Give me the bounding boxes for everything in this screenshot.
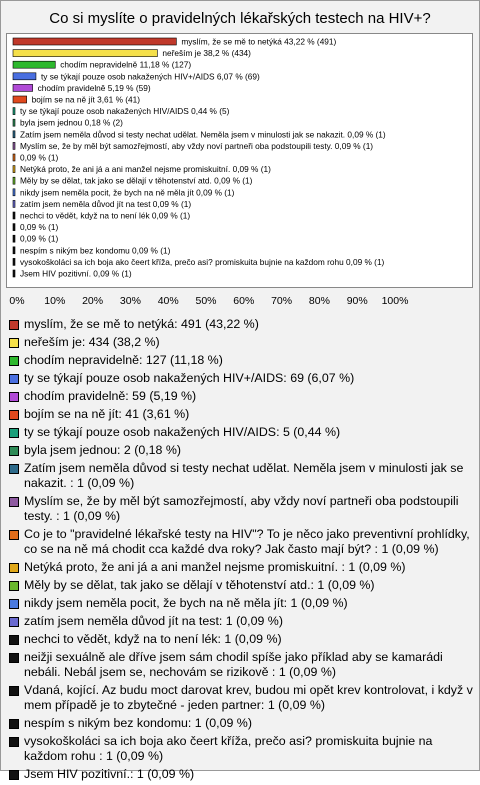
x-tick-label: 90% xyxy=(346,295,368,307)
legend-swatch xyxy=(9,320,19,330)
bar-label-6: ty se týkají pouze osob nakažených HIV/AIDS 0,44 % (5) xyxy=(20,106,230,117)
bar-label-8: Zatím jsem neměla důvod si testy nechat udělat. Neměla jsem v minulosti jak se nakazit. 0,09 % (1) xyxy=(20,129,386,140)
legend-label: Měly by se dělat, tak jako se dělají v těhotenství atd.: 1 (0,09 %) xyxy=(24,578,375,592)
legend-label: nikdy jsem neměla pocit, že bych na ně měla jít: 1 (0,09 %) xyxy=(24,596,348,610)
bar-label-18: nespím s nikým bez kondomu 0,09 % (1) xyxy=(20,245,171,256)
bar-14 xyxy=(13,200,15,207)
legend-item xyxy=(9,335,474,350)
legend-swatch xyxy=(9,563,19,573)
legend-swatch xyxy=(9,410,19,420)
x-tick-label: 10% xyxy=(44,295,66,307)
bar-label-16: 0,09 % (1) xyxy=(20,222,59,233)
chart-title: Co si myslíte o pravidelných lékařských testech na HIV+? xyxy=(49,10,431,27)
bar-label-20: Jsem HIV pozitivní. 0,09 % (1) xyxy=(20,268,132,279)
legend-label: neřeším je: 434 (38,2 %) xyxy=(24,335,160,349)
bar-4 xyxy=(13,84,33,91)
bar-label-17: 0,09 % (1) xyxy=(20,233,59,244)
bar-label-7: byla jsem jednou 0,18 % (2) xyxy=(20,117,123,128)
legend-item xyxy=(9,578,474,593)
x-tick-label: 70% xyxy=(271,295,293,307)
bar-label-15: nechci to vědět, když na to není lék 0,09 % (1) xyxy=(20,210,191,221)
legend-swatch xyxy=(9,719,19,729)
legend-item xyxy=(9,494,474,524)
bar-6 xyxy=(13,108,15,115)
legend-swatch xyxy=(9,497,19,507)
legend-swatch xyxy=(9,617,19,627)
legend-swatch xyxy=(9,356,19,366)
legend-item xyxy=(9,716,474,731)
bar-label-5: bojím se na ně jít 3,61 % (41) xyxy=(31,94,141,105)
bar-19 xyxy=(13,258,15,265)
legend-item xyxy=(9,527,474,557)
bar-2 xyxy=(13,61,55,68)
bar-18 xyxy=(13,247,15,254)
legend-item xyxy=(9,596,474,611)
bar-11 xyxy=(13,166,15,173)
legend-label: chodím nepravidelně: 127 (11,18 %) xyxy=(24,353,223,367)
bar-9 xyxy=(13,142,15,149)
legend-item xyxy=(9,560,474,575)
legend-swatch xyxy=(9,737,19,747)
bar-20 xyxy=(13,270,15,277)
legend-swatch xyxy=(9,599,19,609)
legend-swatch xyxy=(9,635,19,645)
bar-5 xyxy=(13,96,27,103)
legend-item xyxy=(9,650,474,680)
x-tick-label: 0% xyxy=(9,295,25,307)
legend-item xyxy=(9,683,474,713)
x-tick-label: 80% xyxy=(308,295,330,307)
bar-7 xyxy=(13,119,15,126)
legend-item xyxy=(9,767,474,782)
legend-item xyxy=(9,443,474,458)
bar-16 xyxy=(13,224,15,231)
bar-0 xyxy=(13,38,176,45)
legend-label: neižji sexuálně ale dříve jsem sám chodil spíše jako příklad aby se kamarádi nebáli. Nebál jsem se, nechovám se rizikově : 1 (0,09 %) xyxy=(24,650,443,679)
legend-label: ty se týkají pouze osob nakažených HIV+/AIDS: 69 (6,07 %) xyxy=(24,371,355,385)
bar-label-4: chodím pravidelně 5,19 % (59) xyxy=(37,82,151,93)
bar-label-12: Měly by se dělat, tak jako se dělají v těhotenství atd. 0,09 % (1) xyxy=(20,175,253,186)
legend-item xyxy=(9,734,474,764)
chart-legend xyxy=(9,317,474,785)
legend-swatch xyxy=(9,581,19,591)
bar-label-13: nikdy jsem neměla pocit, že bych na ně měla jít 0,09 % (1) xyxy=(20,187,235,198)
legend-label: Co je to "pravidelné lékařské testy na HIV"? To je něco jako preventivní prohlídky, co se na ně má chodit cca každé dva roky? Jak často mají být? : 1 (0,09 %) xyxy=(24,527,470,556)
bar-label-19: vysokoškoláci sa ich boja ako čeert kříža, prečo asi? promiskuita bujnie na každom rohu 0,09 % (1) xyxy=(20,256,385,267)
legend-swatch xyxy=(9,374,19,384)
legend-swatch xyxy=(9,653,19,663)
legend-item xyxy=(9,461,474,491)
legend-label: vysokoškoláci sa ich boja ako čeert kříža, prečo asi? promiskuita bujnie na každom rohu : 1 (0,09 %) xyxy=(24,734,433,763)
bar-8 xyxy=(13,131,15,138)
x-tick-label: 40% xyxy=(157,295,179,307)
bar-12 xyxy=(13,177,15,184)
legend-item xyxy=(9,407,474,422)
legend-item xyxy=(9,425,474,440)
legend-label: nespím s nikým bez kondomu: 1 (0,09 %) xyxy=(24,716,252,730)
legend-label: Myslím se, že by měl být samozřejmostí, aby vždy noví partneři oba podstoupili testy. : 1 (0,09 %) xyxy=(24,494,459,523)
legend-label: Netýká proto, že ani já a ani manžel nejsme promiskuitní. : 1 (0,09 %) xyxy=(24,560,406,574)
bar-label-1: neřeším je 38,2 % (434) xyxy=(162,48,251,59)
legend-item xyxy=(9,353,474,368)
bar-label-3: ty se týkají pouze osob nakažených HIV+/AIDS 6,07 % (69) xyxy=(40,71,260,82)
legend-swatch xyxy=(9,770,19,780)
bar-13 xyxy=(13,189,15,196)
x-tick-label: 100% xyxy=(381,295,409,307)
bar-label-11: Netýká proto, že ani já a ani manžel nejsme promiskuitní. 0,09 % (1) xyxy=(20,164,271,175)
legend-label: Vdaná, kojící. Az budu moct darovat krev, budou mi opět krev kontrolovat, i když v mem případě je to zbytečné - jeden partner: 1 (0,09 %) xyxy=(24,683,473,712)
legend-label: nechci to vědět, když na to není lék: 1 (0,09 %) xyxy=(24,632,282,646)
x-tick-label: 30% xyxy=(119,295,141,307)
x-tick-label: 50% xyxy=(195,295,217,307)
legend-swatch xyxy=(9,686,19,696)
legend-item xyxy=(9,317,474,332)
bar-15 xyxy=(13,212,15,219)
x-tick-label: 20% xyxy=(82,295,104,307)
legend-label: Jsem HIV pozitivní.: 1 (0,09 %) xyxy=(24,767,195,781)
legend-label: myslím, že se mě to netýká: 491 (43,22 %) xyxy=(24,317,259,331)
bar-3 xyxy=(13,73,36,80)
legend-label: chodím pravidelně: 59 (5,19 %) xyxy=(24,389,197,403)
legend-label: ty se týkají pouze osob nakažených HIV/AIDS: 5 (0,44 %) xyxy=(24,425,341,439)
bar-label-10: 0,09 % (1) xyxy=(20,152,59,163)
legend-swatch xyxy=(9,428,19,438)
x-tick-label: 60% xyxy=(233,295,255,307)
legend-label: zatím jsem neměla důvod jít na test: 1 (0,09 %) xyxy=(24,614,283,628)
legend-item xyxy=(9,371,474,386)
bar-label-14: zatím jsem neměla důvod jít na test 0,09 % (1) xyxy=(20,198,192,209)
bar-label-2: chodím nepravidelně 11,18 % (127) xyxy=(60,59,192,70)
legend-label: bojím se na ně jít: 41 (3,61 %) xyxy=(24,407,190,421)
legend-swatch xyxy=(9,464,19,474)
legend-swatch xyxy=(9,446,19,456)
bar-label-9: Myslím se, že by měl být samozřejmostí, aby vždy noví partneři oba podstoupili testy. 0,09 % (1) xyxy=(20,140,374,151)
legend-item xyxy=(9,389,474,404)
legend-swatch xyxy=(9,530,19,540)
bar-1 xyxy=(13,50,157,57)
legend-label: Zatím jsem neměla důvod si testy nechat udělat. Neměla jsem v minulosti jak se nakazit. : 1 (0,09 %) xyxy=(24,461,464,490)
legend-item xyxy=(9,632,474,647)
bar-label-0: myslím, že se mě to netýká 43,22 % (491) xyxy=(181,36,337,47)
legend-item xyxy=(9,614,474,629)
legend-label: byla jsem jednou: 2 (0,18 %) xyxy=(24,443,182,457)
legend-swatch xyxy=(9,392,19,402)
bar-10 xyxy=(13,154,15,161)
bar-17 xyxy=(13,235,15,242)
legend-swatch xyxy=(9,338,19,348)
